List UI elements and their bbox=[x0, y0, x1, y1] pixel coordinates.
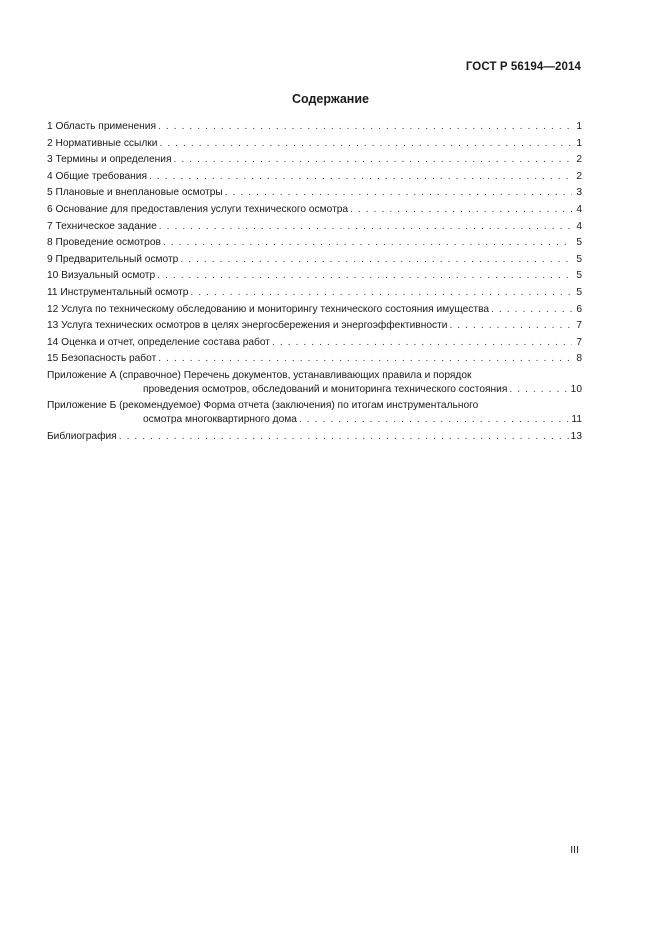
toc-appendix-a[interactable] bbox=[47, 369, 582, 397]
leader-dots bbox=[149, 169, 572, 186]
leader-dots bbox=[491, 302, 572, 319]
toc-entry-page: 5 bbox=[576, 253, 582, 265]
toc-entry-title: 2 Нормативные ссылки bbox=[47, 137, 158, 149]
toc-entry-page: 1 bbox=[576, 121, 582, 132]
toc-entry-page: 11 bbox=[571, 413, 582, 425]
toc-entry[interactable] bbox=[47, 351, 582, 368]
leader-dots bbox=[158, 351, 572, 368]
leader-dots bbox=[225, 185, 572, 202]
leader-dots bbox=[509, 383, 568, 397]
toc-entry-page: 8 bbox=[576, 353, 582, 365]
appendix-title-line1: Приложение А (справочное) Перечень документов, устанавливающих правила и порядок bbox=[47, 369, 472, 381]
toc-entry[interactable] bbox=[47, 169, 582, 186]
toc-entry-title: 10 Визуальный осмотр bbox=[47, 270, 156, 282]
toc-entry-page: 7 bbox=[576, 320, 582, 332]
toc-entry[interactable] bbox=[47, 318, 582, 335]
appendix-title-line2: осмотра многоквартирного дома bbox=[143, 413, 297, 425]
toc-entry-page: 2 bbox=[576, 170, 582, 182]
toc-entry-title: 15 Безопасность работ bbox=[47, 353, 157, 365]
leader-dots bbox=[180, 252, 572, 269]
toc-entry-title: Библиография bbox=[47, 430, 117, 442]
appendix-title-line2: проведения осмотров, обследований и мониторинга технического состояния bbox=[143, 383, 508, 395]
leader-dots bbox=[157, 268, 572, 285]
toc-entry-title: 5 Плановые и внеплановые осмотры bbox=[47, 187, 223, 199]
toc-entry-title: 9 Предварительный осмотр bbox=[47, 253, 179, 265]
toc-entry[interactable] bbox=[47, 285, 582, 302]
leader-dots bbox=[272, 335, 572, 352]
toc-entry-title: 12 Услуга по техническому обследованию и мониторингу технического состояния имущества bbox=[47, 303, 490, 315]
toc-entry-page: 4 bbox=[576, 203, 582, 215]
toc-entry[interactable] bbox=[47, 219, 582, 236]
toc-entry-page: 10 bbox=[570, 383, 582, 395]
toc-entry-title: 6 Основание для предоставления услуги технического осмотра bbox=[47, 203, 349, 215]
document-code: ГОСТ Р 56194—2014 bbox=[465, 61, 581, 73]
toc-entry-title: 1 Область применения bbox=[47, 121, 156, 132]
toc-entry[interactable] bbox=[47, 136, 582, 153]
toc-entry[interactable] bbox=[47, 152, 582, 169]
toc-entry[interactable] bbox=[47, 252, 582, 269]
toc-entry-title: 13 Услуга технических осмотров в целях энергосбережения и энергоэффективности bbox=[47, 320, 448, 332]
leader-dots bbox=[158, 119, 572, 136]
toc-entry-page: 5 bbox=[576, 286, 582, 298]
appendix-title-line1: Приложение Б (рекомендуемое) Форма отчета (заключения) по итогам инструментального bbox=[47, 399, 479, 411]
leader-dots bbox=[163, 235, 572, 252]
toc-entry[interactable] bbox=[47, 235, 582, 252]
leader-dots bbox=[159, 136, 572, 153]
toc-entry-bibliography[interactable] bbox=[47, 429, 582, 446]
toc-entry-page: 1 bbox=[576, 137, 582, 149]
table-of-contents bbox=[47, 119, 582, 446]
leader-dots bbox=[449, 318, 572, 335]
toc-entry-page: 5 bbox=[576, 270, 582, 282]
toc-entry[interactable] bbox=[47, 202, 582, 219]
leader-dots bbox=[119, 429, 569, 446]
leader-dots bbox=[350, 202, 572, 219]
toc-title: Содержание bbox=[291, 92, 369, 106]
toc-entry-page: 6 bbox=[576, 303, 582, 315]
page-number: III bbox=[570, 844, 579, 856]
leader-dots bbox=[159, 219, 572, 236]
toc-entry[interactable] bbox=[47, 335, 582, 352]
toc-entry-title: 7 Техническое задание bbox=[47, 220, 157, 232]
toc-entry-page: 7 bbox=[576, 336, 582, 348]
toc-entry[interactable] bbox=[47, 185, 582, 202]
toc-entry-title: 11 Инструментальный осмотр bbox=[47, 286, 189, 298]
toc-appendix-b[interactable] bbox=[47, 399, 582, 427]
toc-entry-page: 4 bbox=[576, 220, 582, 232]
toc-entry-page: 5 bbox=[576, 237, 582, 249]
toc-entry[interactable] bbox=[47, 268, 582, 285]
leader-dots bbox=[173, 152, 572, 169]
toc-entry-title: 8 Проведение осмотров bbox=[47, 237, 161, 249]
toc-entry[interactable] bbox=[47, 302, 582, 319]
leader-dots bbox=[190, 285, 572, 302]
toc-entry-title: 4 Общие требования bbox=[47, 170, 148, 182]
toc-entry[interactable] bbox=[47, 119, 582, 136]
toc-entry-page: 3 bbox=[576, 187, 582, 199]
toc-entry-page: 2 bbox=[576, 154, 582, 166]
leader-dots bbox=[299, 413, 569, 427]
toc-entry-page: 13 bbox=[570, 430, 582, 442]
toc-entry-title: 3 Термины и определения bbox=[47, 154, 172, 166]
toc-entry-title: 14 Оценка и отчет, определение состава работ bbox=[47, 336, 270, 348]
